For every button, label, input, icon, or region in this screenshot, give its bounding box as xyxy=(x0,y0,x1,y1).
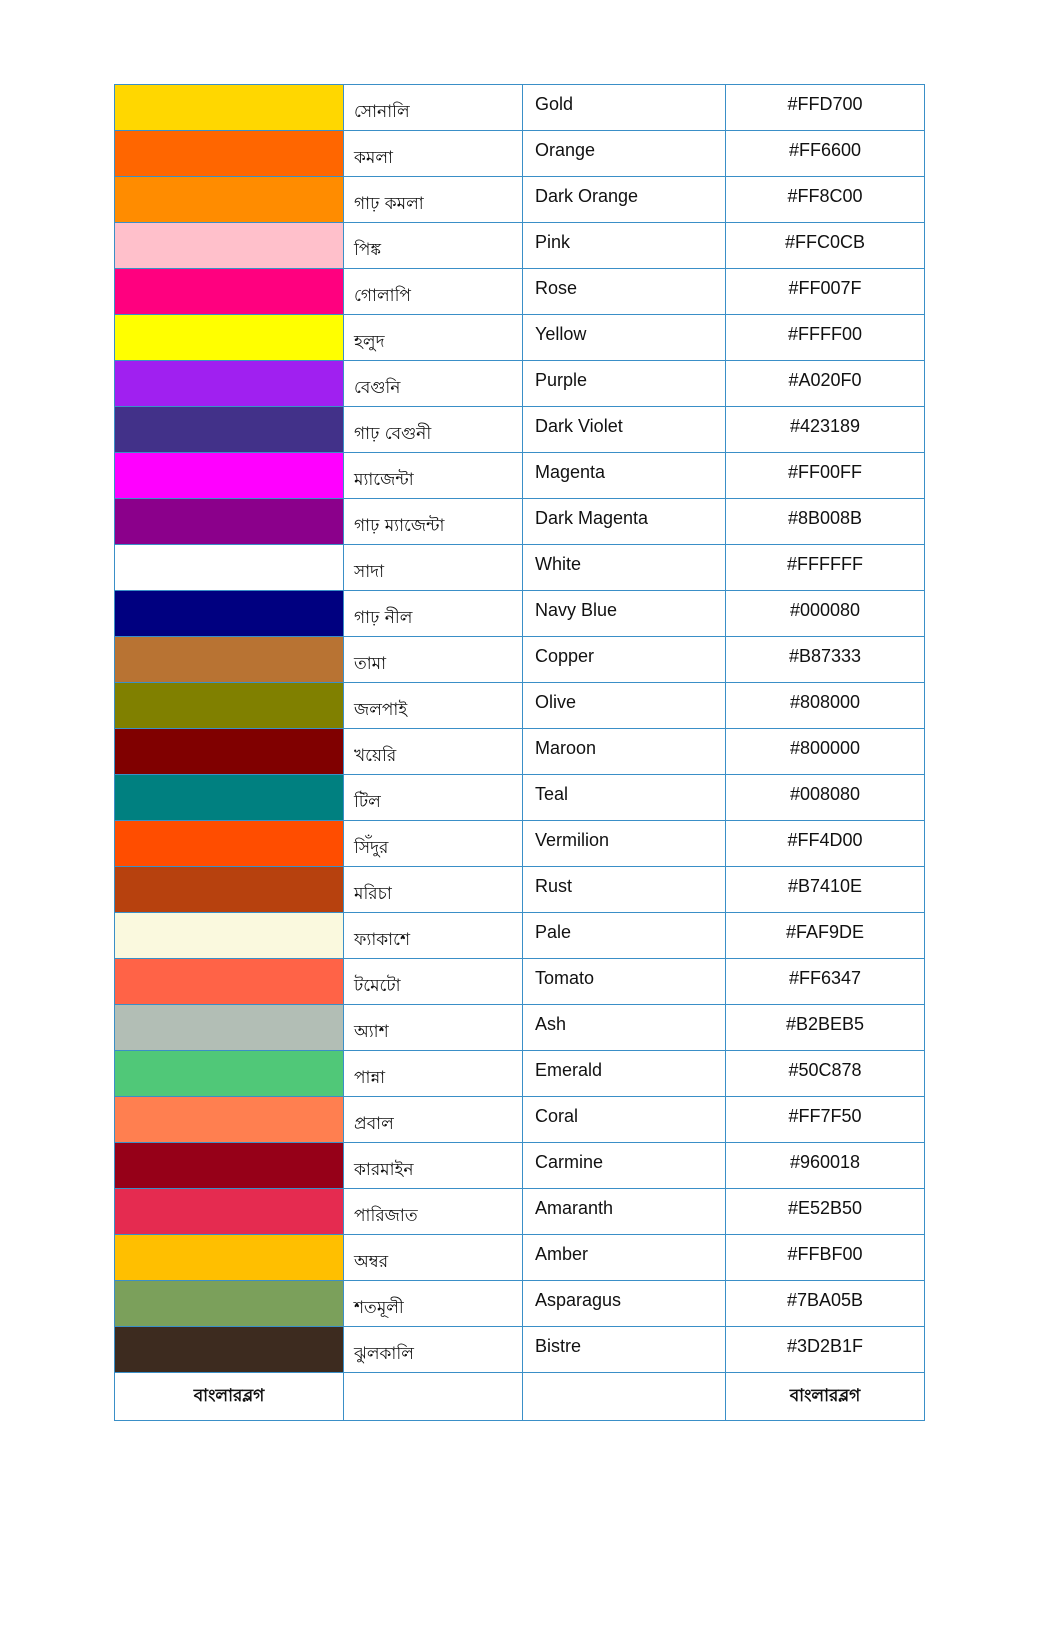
hex-code: #B2BEB5 xyxy=(726,1005,925,1051)
bengali-color-name: তামা xyxy=(344,637,523,683)
color-swatch xyxy=(115,1097,344,1143)
hex-code: #B7410E xyxy=(726,867,925,913)
hex-code: #8B008B xyxy=(726,499,925,545)
bengali-color-name: হলুদ xyxy=(344,315,523,361)
footer-brand-right: বাংলারব্লগ xyxy=(726,1373,925,1421)
table-row xyxy=(115,499,925,545)
color-swatch xyxy=(115,1281,344,1327)
english-color-name: Navy Blue xyxy=(523,591,726,637)
table-row xyxy=(115,683,925,729)
bengali-color-name: টমেটো xyxy=(344,959,523,1005)
table-row xyxy=(115,1005,925,1051)
table-row xyxy=(115,361,925,407)
hex-code: #FF6600 xyxy=(726,131,925,177)
color-swatch xyxy=(115,1005,344,1051)
english-color-name: White xyxy=(523,545,726,591)
color-swatch xyxy=(115,361,344,407)
table-row xyxy=(115,131,925,177)
bengali-color-name: পিঙ্ক xyxy=(344,223,523,269)
table-row xyxy=(115,177,925,223)
table-row xyxy=(115,1097,925,1143)
english-color-name: Rose xyxy=(523,269,726,315)
hex-code: #A020F0 xyxy=(726,361,925,407)
table-row xyxy=(115,1235,925,1281)
hex-code: #FF7F50 xyxy=(726,1097,925,1143)
table-row xyxy=(115,867,925,913)
color-swatch xyxy=(115,1051,344,1097)
table-row xyxy=(115,1327,925,1373)
footer-brand-left: বাংলারব্লগ xyxy=(115,1373,344,1421)
english-color-name: Rust xyxy=(523,867,726,913)
color-table xyxy=(114,84,925,1421)
color-swatch xyxy=(115,269,344,315)
bengali-color-name: গাঢ় কমলা xyxy=(344,177,523,223)
table-row xyxy=(115,1143,925,1189)
bengali-color-name: ফ্যাকাশে xyxy=(344,913,523,959)
table-row xyxy=(115,913,925,959)
table-row xyxy=(115,959,925,1005)
bengali-color-name: অম্বর xyxy=(344,1235,523,1281)
table-row xyxy=(115,821,925,867)
english-color-name: Pink xyxy=(523,223,726,269)
color-swatch xyxy=(115,1189,344,1235)
color-swatch xyxy=(115,223,344,269)
color-swatch xyxy=(115,407,344,453)
hex-code: #7BA05B xyxy=(726,1281,925,1327)
bengali-color-name: গাঢ় ম্যাজেন্টা xyxy=(344,499,523,545)
english-color-name: Teal xyxy=(523,775,726,821)
color-swatch xyxy=(115,1143,344,1189)
hex-code: #FFD700 xyxy=(726,85,925,131)
english-color-name: Coral xyxy=(523,1097,726,1143)
color-swatch xyxy=(115,315,344,361)
color-swatch xyxy=(115,637,344,683)
english-color-name: Copper xyxy=(523,637,726,683)
english-color-name: Vermilion xyxy=(523,821,726,867)
color-swatch xyxy=(115,913,344,959)
color-swatch xyxy=(115,545,344,591)
bengali-color-name: খয়েরি xyxy=(344,729,523,775)
bengali-color-name: শতমূলী xyxy=(344,1281,523,1327)
hex-code: #800000 xyxy=(726,729,925,775)
bengali-color-name: ম্যাজেন্টা xyxy=(344,453,523,499)
english-color-name: Amber xyxy=(523,1235,726,1281)
color-swatch xyxy=(115,177,344,223)
table-row xyxy=(115,315,925,361)
hex-code: #FAF9DE xyxy=(726,913,925,959)
table-row xyxy=(115,1051,925,1097)
english-color-name: Magenta xyxy=(523,453,726,499)
hex-code: #FFFFFF xyxy=(726,545,925,591)
table-row xyxy=(115,775,925,821)
english-color-name: Asparagus xyxy=(523,1281,726,1327)
english-color-name: Dark Magenta xyxy=(523,499,726,545)
hex-code: #423189 xyxy=(726,407,925,453)
bengali-color-name: পারিজাত xyxy=(344,1189,523,1235)
hex-code: #3D2B1F xyxy=(726,1327,925,1373)
hex-code: #008080 xyxy=(726,775,925,821)
hex-code: #E52B50 xyxy=(726,1189,925,1235)
color-swatch xyxy=(115,453,344,499)
table-row xyxy=(115,545,925,591)
color-swatch xyxy=(115,821,344,867)
color-swatch xyxy=(115,85,344,131)
color-table-body xyxy=(115,85,925,1373)
footer-empty-cell xyxy=(344,1373,523,1421)
bengali-color-name: জলপাই xyxy=(344,683,523,729)
bengali-color-name: বেগুনি xyxy=(344,361,523,407)
footer-empty-cell xyxy=(523,1373,726,1421)
color-swatch xyxy=(115,729,344,775)
english-color-name: Gold xyxy=(523,85,726,131)
english-color-name: Bistre xyxy=(523,1327,726,1373)
color-swatch xyxy=(115,1327,344,1373)
table-row xyxy=(115,85,925,131)
hex-code: #50C878 xyxy=(726,1051,925,1097)
english-color-name: Tomato xyxy=(523,959,726,1005)
english-color-name: Dark Violet xyxy=(523,407,726,453)
bengali-color-name: অ্যাশ xyxy=(344,1005,523,1051)
english-color-name: Amaranth xyxy=(523,1189,726,1235)
english-color-name: Orange xyxy=(523,131,726,177)
color-swatch xyxy=(115,1235,344,1281)
table-row xyxy=(115,729,925,775)
bengali-color-name: ঝুলকালি xyxy=(344,1327,523,1373)
bengali-color-name: কারমাইন xyxy=(344,1143,523,1189)
hex-code: #FF6347 xyxy=(726,959,925,1005)
bengali-color-name: প্রবাল xyxy=(344,1097,523,1143)
table-row xyxy=(115,407,925,453)
table-row xyxy=(115,591,925,637)
english-color-name: Emerald xyxy=(523,1051,726,1097)
hex-code: #B87333 xyxy=(726,637,925,683)
english-color-name: Dark Orange xyxy=(523,177,726,223)
color-swatch xyxy=(115,775,344,821)
bengali-color-name: গোলাপি xyxy=(344,269,523,315)
hex-code: #FF4D00 xyxy=(726,821,925,867)
hex-code: #FFC0CB xyxy=(726,223,925,269)
bengali-color-name: সাদা xyxy=(344,545,523,591)
bengali-color-name: টিল xyxy=(344,775,523,821)
hex-code: #FF007F xyxy=(726,269,925,315)
bengali-color-name: পান্না xyxy=(344,1051,523,1097)
color-swatch xyxy=(115,591,344,637)
table-row xyxy=(115,453,925,499)
bengali-color-name: সিঁদুর xyxy=(344,821,523,867)
bengali-color-name: কমলা xyxy=(344,131,523,177)
hex-code: #FFFF00 xyxy=(726,315,925,361)
bengali-color-name: মরিচা xyxy=(344,867,523,913)
english-color-name: Yellow xyxy=(523,315,726,361)
color-swatch xyxy=(115,683,344,729)
english-color-name: Carmine xyxy=(523,1143,726,1189)
color-swatch xyxy=(115,959,344,1005)
english-color-name: Ash xyxy=(523,1005,726,1051)
table-row xyxy=(115,637,925,683)
color-swatch xyxy=(115,867,344,913)
hex-code: #FFBF00 xyxy=(726,1235,925,1281)
hex-code: #960018 xyxy=(726,1143,925,1189)
hex-code: #808000 xyxy=(726,683,925,729)
hex-code: #FF8C00 xyxy=(726,177,925,223)
bengali-color-name: গাঢ় নীল xyxy=(344,591,523,637)
bengali-color-name: সোনালি xyxy=(344,85,523,131)
table-row xyxy=(115,1281,925,1327)
english-color-name: Maroon xyxy=(523,729,726,775)
bengali-color-name: গাঢ় বেগুনী xyxy=(344,407,523,453)
color-swatch xyxy=(115,499,344,545)
table-row xyxy=(115,269,925,315)
table-row xyxy=(115,1189,925,1235)
table-footer-row xyxy=(115,1373,925,1421)
english-color-name: Purple xyxy=(523,361,726,407)
table-row xyxy=(115,223,925,269)
hex-code: #000080 xyxy=(726,591,925,637)
english-color-name: Pale xyxy=(523,913,726,959)
color-swatch xyxy=(115,131,344,177)
english-color-name: Olive xyxy=(523,683,726,729)
hex-code: #FF00FF xyxy=(726,453,925,499)
